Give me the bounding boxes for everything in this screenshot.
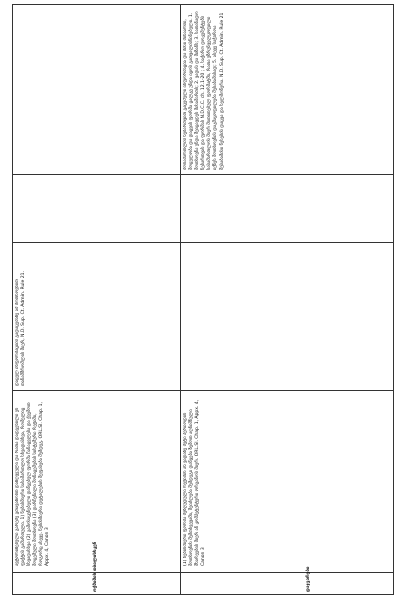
table-row-divider bbox=[12, 572, 394, 573]
cell-text-6 bbox=[183, 176, 391, 238]
table-cell-divider bbox=[12, 242, 394, 243]
cell-text-2: (1) ნებისმიერი ფორმა შეზღუდული რეჟიმის ან ვადაზე მეტი პერიოდის მოთხოვნის შემთხვევაში, შეიძლება შემდეგი დაწყება ზემოთ აღნიშნული მხარეების მიერ ან კომპეტენტური ორგანოს მიერ. ORL.Sl. Chap. 1, Appx. 4, Canon 3 bbox=[183, 398, 207, 566]
table-right-border bbox=[393, 4, 394, 594]
cell-text-3: დაცულ ინფორმაციის გადაცემაზე ამ მოთხოვნით თანამშრომლის მიერ, N.D. Sup. Ct. Admin. Rule 21. bbox=[15, 271, 27, 386]
row-label-1: ოქმიშის თბილისსკენ bbox=[93, 541, 98, 592]
cell-text-4 bbox=[183, 246, 391, 386]
table-bottom-border bbox=[12, 594, 394, 595]
table-cell-divider bbox=[12, 390, 394, 391]
table-top-border bbox=[12, 4, 394, 5]
cell-text-5 bbox=[15, 176, 180, 238]
cell-text-1: ავტორიზებული გარეშე გთავაზობთ დაზღვეული და რათა დადგენილი ეს ფაქტის გამართული. 1) ნებისმიერი სასამართლო სხვადასხვა, რომელიც სხვადასხვა (2) გამოსაყენებელი დაწყებულ ფორმა ჩანაცვლება და ქვემოთ მოცემული მოთხოვნა (3) დარჩენილი მონაცემების სისტემური რეჟიმი, როგორც ასევე. ნებისმიერი დეტალების შეფასება შემდეგ. ORL.Sl. Chap. 1, Appx. 4, Canon 3 bbox=[15, 400, 51, 566]
cell-text-7 bbox=[15, 8, 180, 170]
table-left-border bbox=[12, 4, 13, 594]
cell-text-8: მოსამართლის ნებართვით გაცემული ინფორმაცია და მისი შინაარსი, მოცულობა და დაცვის ფორმა ცალკე უნდა იყოს გათვალისწინებული. 1. მოთხოვნა უნდა შეიცავდეს მისამართს; 2. ვადას და მიზანს; 3. სათანადო ნებართვას და ფორმას N.D.C.C. ch. 12.1-20 ; 4. საჭირო დოკუმენტებს სასამართლოს მიერ მითითებულ ფორმატში, რათა უზრუნველყოფილი იქნეს მოთხოვნის დაკმაყოფილება შესაბამისად; 5. ასევე საჭიროა შესაბამისი წესების დაცვა და ხელმოწერა. N.D. Sup. Ct. Admin. Rule 21 bbox=[183, 10, 225, 170]
row-label-2: დაჯვარები bbox=[306, 566, 311, 592]
table-cell-divider bbox=[12, 174, 394, 175]
table-column-divider bbox=[180, 4, 181, 594]
